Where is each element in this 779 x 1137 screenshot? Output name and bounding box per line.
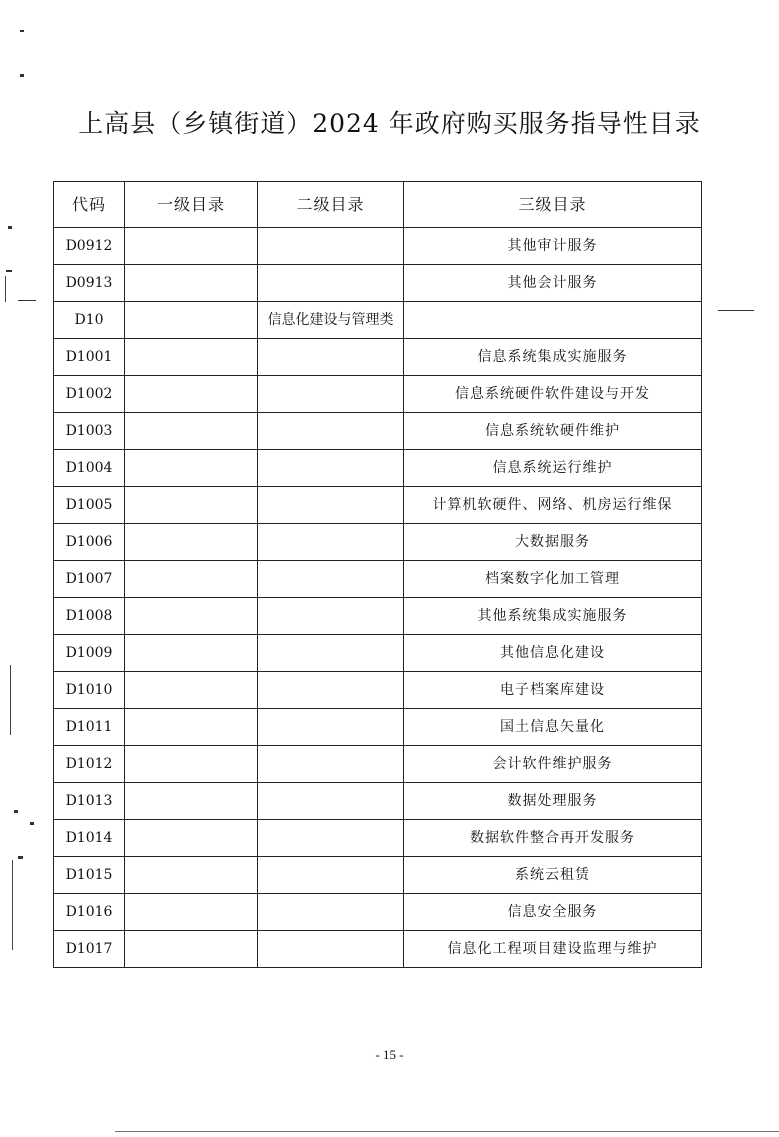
level3-cell: 电子档案库建设 xyxy=(404,672,702,709)
level2-cell xyxy=(258,413,404,450)
table-row xyxy=(54,783,702,820)
level2-cell xyxy=(258,376,404,413)
level2-cell xyxy=(258,931,404,968)
code-cell: D1001 xyxy=(54,339,125,376)
table-row xyxy=(54,339,702,376)
level1-cell xyxy=(125,894,258,931)
level2-cell xyxy=(258,820,404,857)
level3-cell: 档案数字化加工管理 xyxy=(404,561,702,598)
scan-artifact xyxy=(20,30,24,32)
scan-artifact xyxy=(30,822,34,825)
level1-cell xyxy=(125,376,258,413)
table-row xyxy=(54,709,702,746)
level2-cell xyxy=(258,450,404,487)
level3-cell: 信息系统硬件软件建设与开发 xyxy=(404,376,702,413)
level2-cell xyxy=(258,857,404,894)
code-cell: D0912 xyxy=(54,228,125,265)
scan-artifact xyxy=(18,856,23,859)
scan-artifact xyxy=(115,1131,779,1132)
level3-cell: 系统云租赁 xyxy=(404,857,702,894)
table-row xyxy=(54,450,702,487)
table-row xyxy=(54,413,702,450)
level2-cell xyxy=(258,894,404,931)
code-cell: D10 xyxy=(54,302,125,339)
level1-cell xyxy=(125,450,258,487)
level3-cell: 其他信息化建设 xyxy=(404,635,702,672)
level1-cell xyxy=(125,487,258,524)
table-row xyxy=(54,487,702,524)
level2-cell xyxy=(258,746,404,783)
header-code: 代码 xyxy=(54,182,125,228)
code-cell: D1007 xyxy=(54,561,125,598)
code-cell: D1010 xyxy=(54,672,125,709)
level3-cell: 信息化工程项目建设监理与维护 xyxy=(404,931,702,968)
level1-cell xyxy=(125,820,258,857)
table-row xyxy=(54,820,702,857)
table-row xyxy=(54,746,702,783)
table-row xyxy=(54,931,702,968)
level1-cell xyxy=(125,339,258,376)
table-row xyxy=(54,635,702,672)
table-row xyxy=(54,857,702,894)
level1-cell xyxy=(125,413,258,450)
table-row xyxy=(54,524,702,561)
code-cell: D1014 xyxy=(54,820,125,857)
level2-cell xyxy=(258,635,404,672)
table-row xyxy=(54,672,702,709)
level2-cell xyxy=(258,672,404,709)
level3-cell: 信息系统集成实施服务 xyxy=(404,339,702,376)
level1-cell xyxy=(125,265,258,302)
code-cell: D1016 xyxy=(54,894,125,931)
table-row xyxy=(54,265,702,302)
code-cell: D1004 xyxy=(54,450,125,487)
code-cell: D1015 xyxy=(54,857,125,894)
level3-cell: 数据软件整合再开发服务 xyxy=(404,820,702,857)
level1-cell xyxy=(125,598,258,635)
scan-artifact xyxy=(10,665,11,735)
level3-cell: 信息安全服务 xyxy=(404,894,702,931)
scan-artifact xyxy=(8,226,12,229)
level1-cell xyxy=(125,672,258,709)
code-cell: D1011 xyxy=(54,709,125,746)
level2-cell xyxy=(258,598,404,635)
table-row xyxy=(54,376,702,413)
table-header-row xyxy=(54,182,702,228)
level3-cell: 其他系统集成实施服务 xyxy=(404,598,702,635)
level1-cell xyxy=(125,857,258,894)
level3-cell: 大数据服务 xyxy=(404,524,702,561)
table-row xyxy=(54,894,702,931)
code-cell: D0913 xyxy=(54,265,125,302)
level3-cell: 信息系统运行维护 xyxy=(404,450,702,487)
code-cell: D1009 xyxy=(54,635,125,672)
table-row xyxy=(54,302,702,339)
level2-cell xyxy=(258,561,404,598)
level3-cell: 信息系统软硬件维护 xyxy=(404,413,702,450)
level2-cell xyxy=(258,265,404,302)
table-body xyxy=(54,228,702,968)
level2-cell xyxy=(258,524,404,561)
level3-cell: 国土信息矢量化 xyxy=(404,709,702,746)
level1-cell xyxy=(125,635,258,672)
code-cell: D1005 xyxy=(54,487,125,524)
code-cell: D1003 xyxy=(54,413,125,450)
page-number: - 15 - xyxy=(375,1047,404,1062)
level1-cell xyxy=(125,524,258,561)
table-row xyxy=(54,561,702,598)
level3-cell: 数据处理服务 xyxy=(404,783,702,820)
code-cell: D1012 xyxy=(54,746,125,783)
table-row xyxy=(54,228,702,265)
scan-artifact xyxy=(6,270,12,272)
level2-cell xyxy=(258,339,404,376)
header-level2: 二级目录 xyxy=(258,182,404,228)
level1-cell xyxy=(125,228,258,265)
level2-cell xyxy=(258,487,404,524)
code-cell: D1002 xyxy=(54,376,125,413)
level3-cell: 其他会计服务 xyxy=(404,265,702,302)
level1-cell xyxy=(125,561,258,598)
level3-cell: 会计软件维护服务 xyxy=(404,746,702,783)
page-title: 上高县（乡镇街道）2024 年政府购买服务指导性目录 xyxy=(78,109,701,138)
catalog-table xyxy=(53,181,702,968)
code-cell: D1008 xyxy=(54,598,125,635)
scan-artifact xyxy=(718,310,754,311)
level1-cell xyxy=(125,746,258,783)
code-cell: D1013 xyxy=(54,783,125,820)
level2-cell xyxy=(258,228,404,265)
level1-cell xyxy=(125,931,258,968)
header-level3: 三级目录 xyxy=(404,182,702,228)
level3-cell xyxy=(404,302,702,339)
level1-cell xyxy=(125,783,258,820)
scan-artifact xyxy=(18,300,36,301)
code-cell: D1006 xyxy=(54,524,125,561)
scan-artifact xyxy=(5,276,6,302)
level3-cell: 其他审计服务 xyxy=(404,228,702,265)
table-row xyxy=(54,598,702,635)
scan-artifact xyxy=(12,860,13,950)
level2-cell xyxy=(258,783,404,820)
scan-artifact xyxy=(14,810,18,813)
level2-cell: 信息化建设与管理类 xyxy=(258,302,404,339)
level3-cell: 计算机软硬件、网络、机房运行维保 xyxy=(404,487,702,524)
level1-cell xyxy=(125,302,258,339)
code-cell: D1017 xyxy=(54,931,125,968)
header-level1: 一级目录 xyxy=(125,182,258,228)
scan-artifact xyxy=(20,74,24,77)
level1-cell xyxy=(125,709,258,746)
level2-cell xyxy=(258,709,404,746)
